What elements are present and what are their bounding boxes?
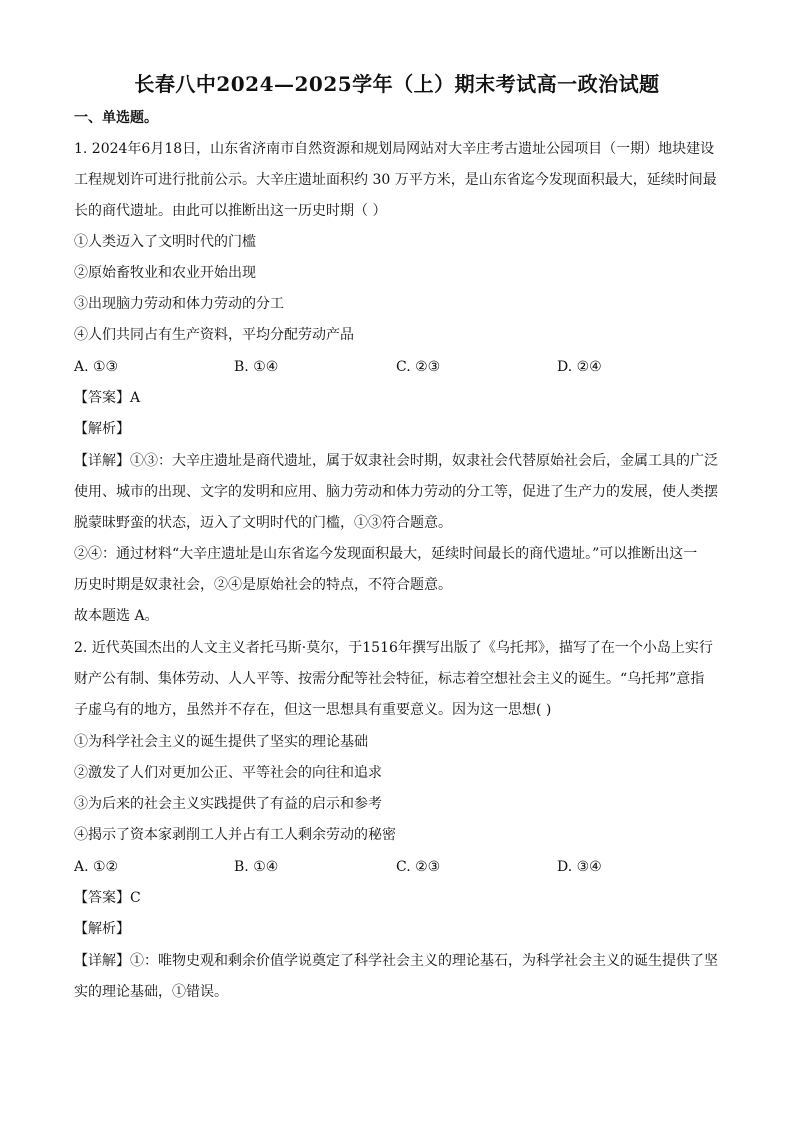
q2-stem-line: 财产公有制、集体劳动、人人平等、按需分配等社会特征，标志着空想社会主义的诞生。“乌托邦”意指 [74,671,705,687]
q2-option-d: D. ③④ [557,859,602,875]
q2-option-c: C. ②③ [396,859,441,875]
q1-statement: ①人类迈入了文明时代的门槛 [74,234,256,250]
q2-statement: ①为科学社会主义的诞生提供了坚实的理论基础 [74,734,368,750]
q1-stem-line: 工程规划许可进行批前公示。大辛庄遗址面积约 30 万平方米，是山东省迄今发现面积最大，延续时间最 [74,172,717,188]
q2-option-b: B. ①④ [234,859,279,875]
q1-option-c: C. ②③ [396,359,441,375]
q1-statement: ④人们共同占有生产资料，平均分配劳动产品 [74,327,354,343]
q2-detail-line: 【详解】①：唯物史观和剩余价值学说奠定了科学社会主义的理论基石，为科学社会主义的诞生提供了坚 [74,953,718,969]
q2-analysis-label: 【解析】 [74,921,130,937]
q1-option-b: B. ①④ [234,359,279,375]
q2-statement: ②激发了人们对更加公正、平等社会的向往和追求 [74,765,382,781]
q2-statement: ③为后来的社会主义实践提供了有益的启示和参考 [74,796,382,812]
q1-detail-line: 脱蒙昧野蛮的状态，迈入了文明时代的门槛，①③符合题意。 [74,515,452,531]
q2-answer: 【答案】C [74,890,141,906]
q2-option-a: A. ①② [74,859,119,875]
q1-analysis-label: 【解析】 [74,421,130,437]
q1-stem-line: 1. 2024年6月18日，山东省济南市自然资源和规划局网站对大辛庄考古遗址公园项目（一期）地块建设 [74,141,715,157]
q1-detail-line: 【详解】①③：大辛庄遗址是商代遗址，属于奴隶社会时期，奴隶社会代替原始社会后，金属工具的广泛 [74,453,718,469]
q2-detail-line: 实的理论基础，①错误。 [74,984,228,1000]
q1-detail-line: 使用、城市的出现、文字的发明和应用、脑力劳动和体力劳动的分工等，促进了生产力的发展，使人类摆 [74,484,718,500]
q1-stem-line: 长的商代遗址。由此可以推断出这一历史时期（ ） [74,203,387,219]
q1-answer: 【答案】A [74,390,141,406]
q1-detail-line: 故本题选 A。 [74,608,159,624]
q1-statement: ③出现脑力劳动和体力劳动的分工 [74,296,284,312]
q2-stem-line: 子虚乌有的地方，虽然并不存在，但这一思想具有重要意义。因为这一思想( ) [74,702,552,718]
q1-option-d: D. ②④ [557,359,602,375]
section-heading: 一、单选题。 [74,110,158,126]
q1-statement: ②原始畜牧业和农业开始出现 [74,265,256,281]
q1-detail-line: ②④：通过材料“大辛庄遗址是山东省迄今发现面积最大，延续时间最长的商代遗址。”可以推断出这一 [74,546,698,562]
q1-option-a: A. ①③ [74,359,119,375]
page-title: 长春八中2024—2025学年（上）期末考试高一政治试题 [134,72,660,96]
q2-statement: ④揭示了资本家剥削工人并占有工人剩余劳动的秘密 [74,827,396,843]
q2-stem-line: 2. 近代英国杰出的人文主义者托马斯·莫尔，于1516年撰写出版了《乌托邦》，描写了在一个小岛上实行 [74,640,713,656]
q1-detail-line: 历史时期是奴隶社会，②④是原始社会的特点，不符合题意。 [74,577,452,593]
